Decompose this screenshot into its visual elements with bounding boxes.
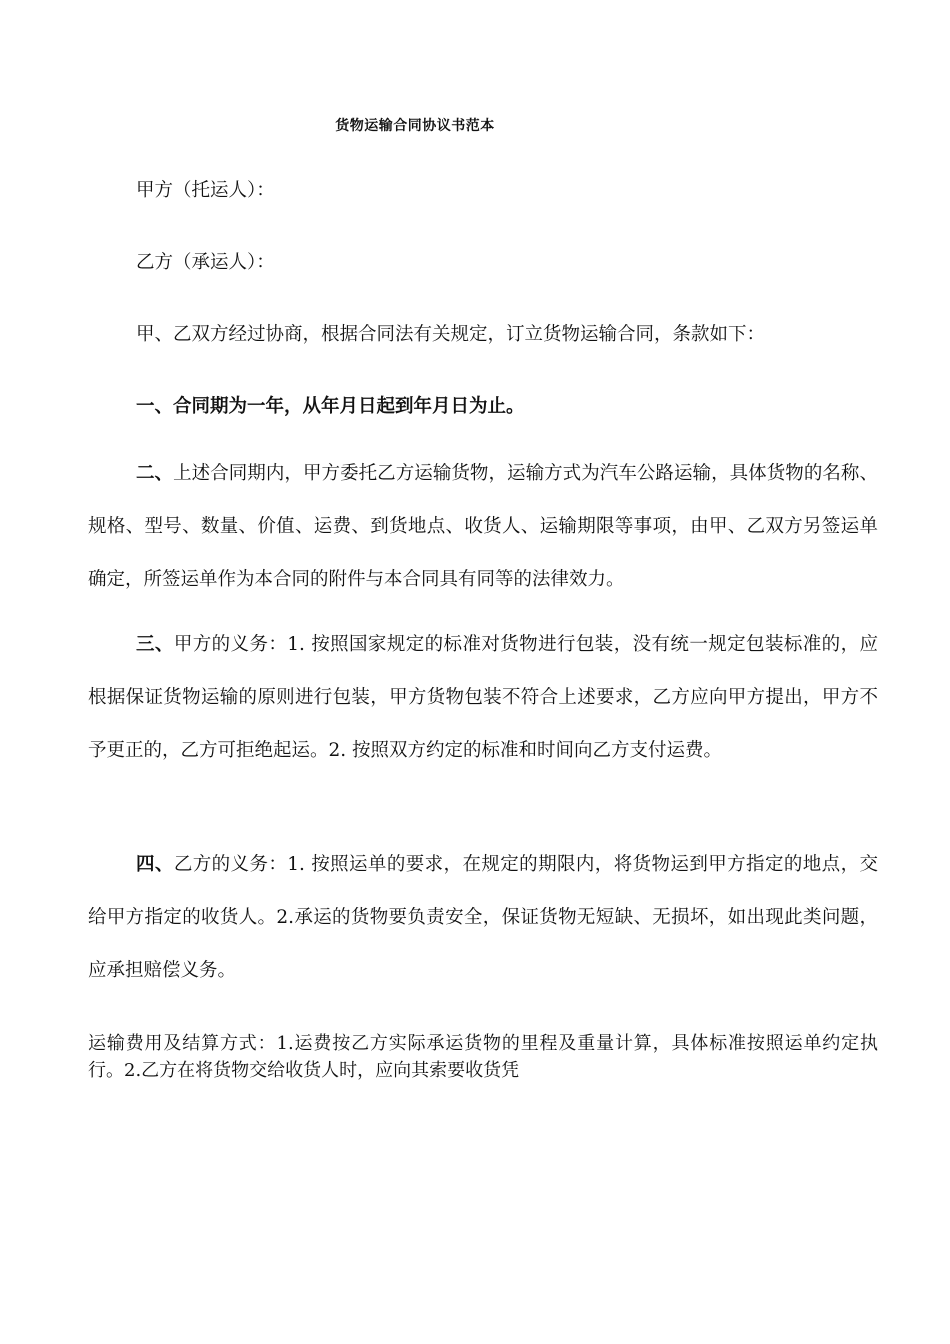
- clause-3-text: 甲方的义务：1. 按照国家规定的标准对货物进行包装，没有统一规定包装标准的，应根据保证货物运输的原则进行包装，甲方货物包装不符合上述要求，乙方应向甲方提出，甲方不予更正的，乙方可拒绝起运。2. 按照双方约定的标准和时间向乙方支付运费。: [88, 634, 878, 761]
- clause-2-number: 二、: [136, 463, 174, 484]
- clause-4-text: 乙方的义务：1. 按照运单的要求，在规定的期限内，将货物运到甲方指定的地点，交给甲方指定的收货人。2.承运的货物要负责安全，保证货物无短缺、无损坏，如出现此类问题，应承担赔偿义务。: [88, 854, 878, 981]
- payment-paragraph: 运输费用及结算方式：1.运费按乙方实际承运货物的里程及重量计算，具体标准按照运单约定执行。2.乙方在将货物交给收货人时，应向其索要收货凭: [88, 1033, 878, 1081]
- clause-2-text: 上述合同期内，甲方委托乙方运输货物，运输方式为汽车公路运输，具体货物的名称、规格、型号、数量、价值、运费、到货地点、收货人、运输期限等事项，由甲、乙双方另签运单确定，所签运单作为本合同的附件与本合同具有同等的法律效力。: [88, 463, 878, 590]
- clause-3-number: 三、: [136, 634, 174, 655]
- clause-4-number: 四、: [136, 854, 174, 875]
- clause-3: [88, 618, 878, 777]
- clause-2: [88, 447, 878, 606]
- clause-4: [88, 838, 878, 997]
- party-b-line: 乙方（承运人）：: [136, 252, 275, 273]
- party-a-line: 甲方（托运人）：: [136, 180, 275, 201]
- clause-1: 一、合同期为一年，从年月日起到年月日为止。: [136, 396, 525, 417]
- document-title: 货物运输合同协议书范本: [335, 118, 495, 134]
- intro-paragraph: 甲、乙双方经过协商，根据合同法有关规定，订立货物运输合同，条款如下：: [136, 324, 766, 345]
